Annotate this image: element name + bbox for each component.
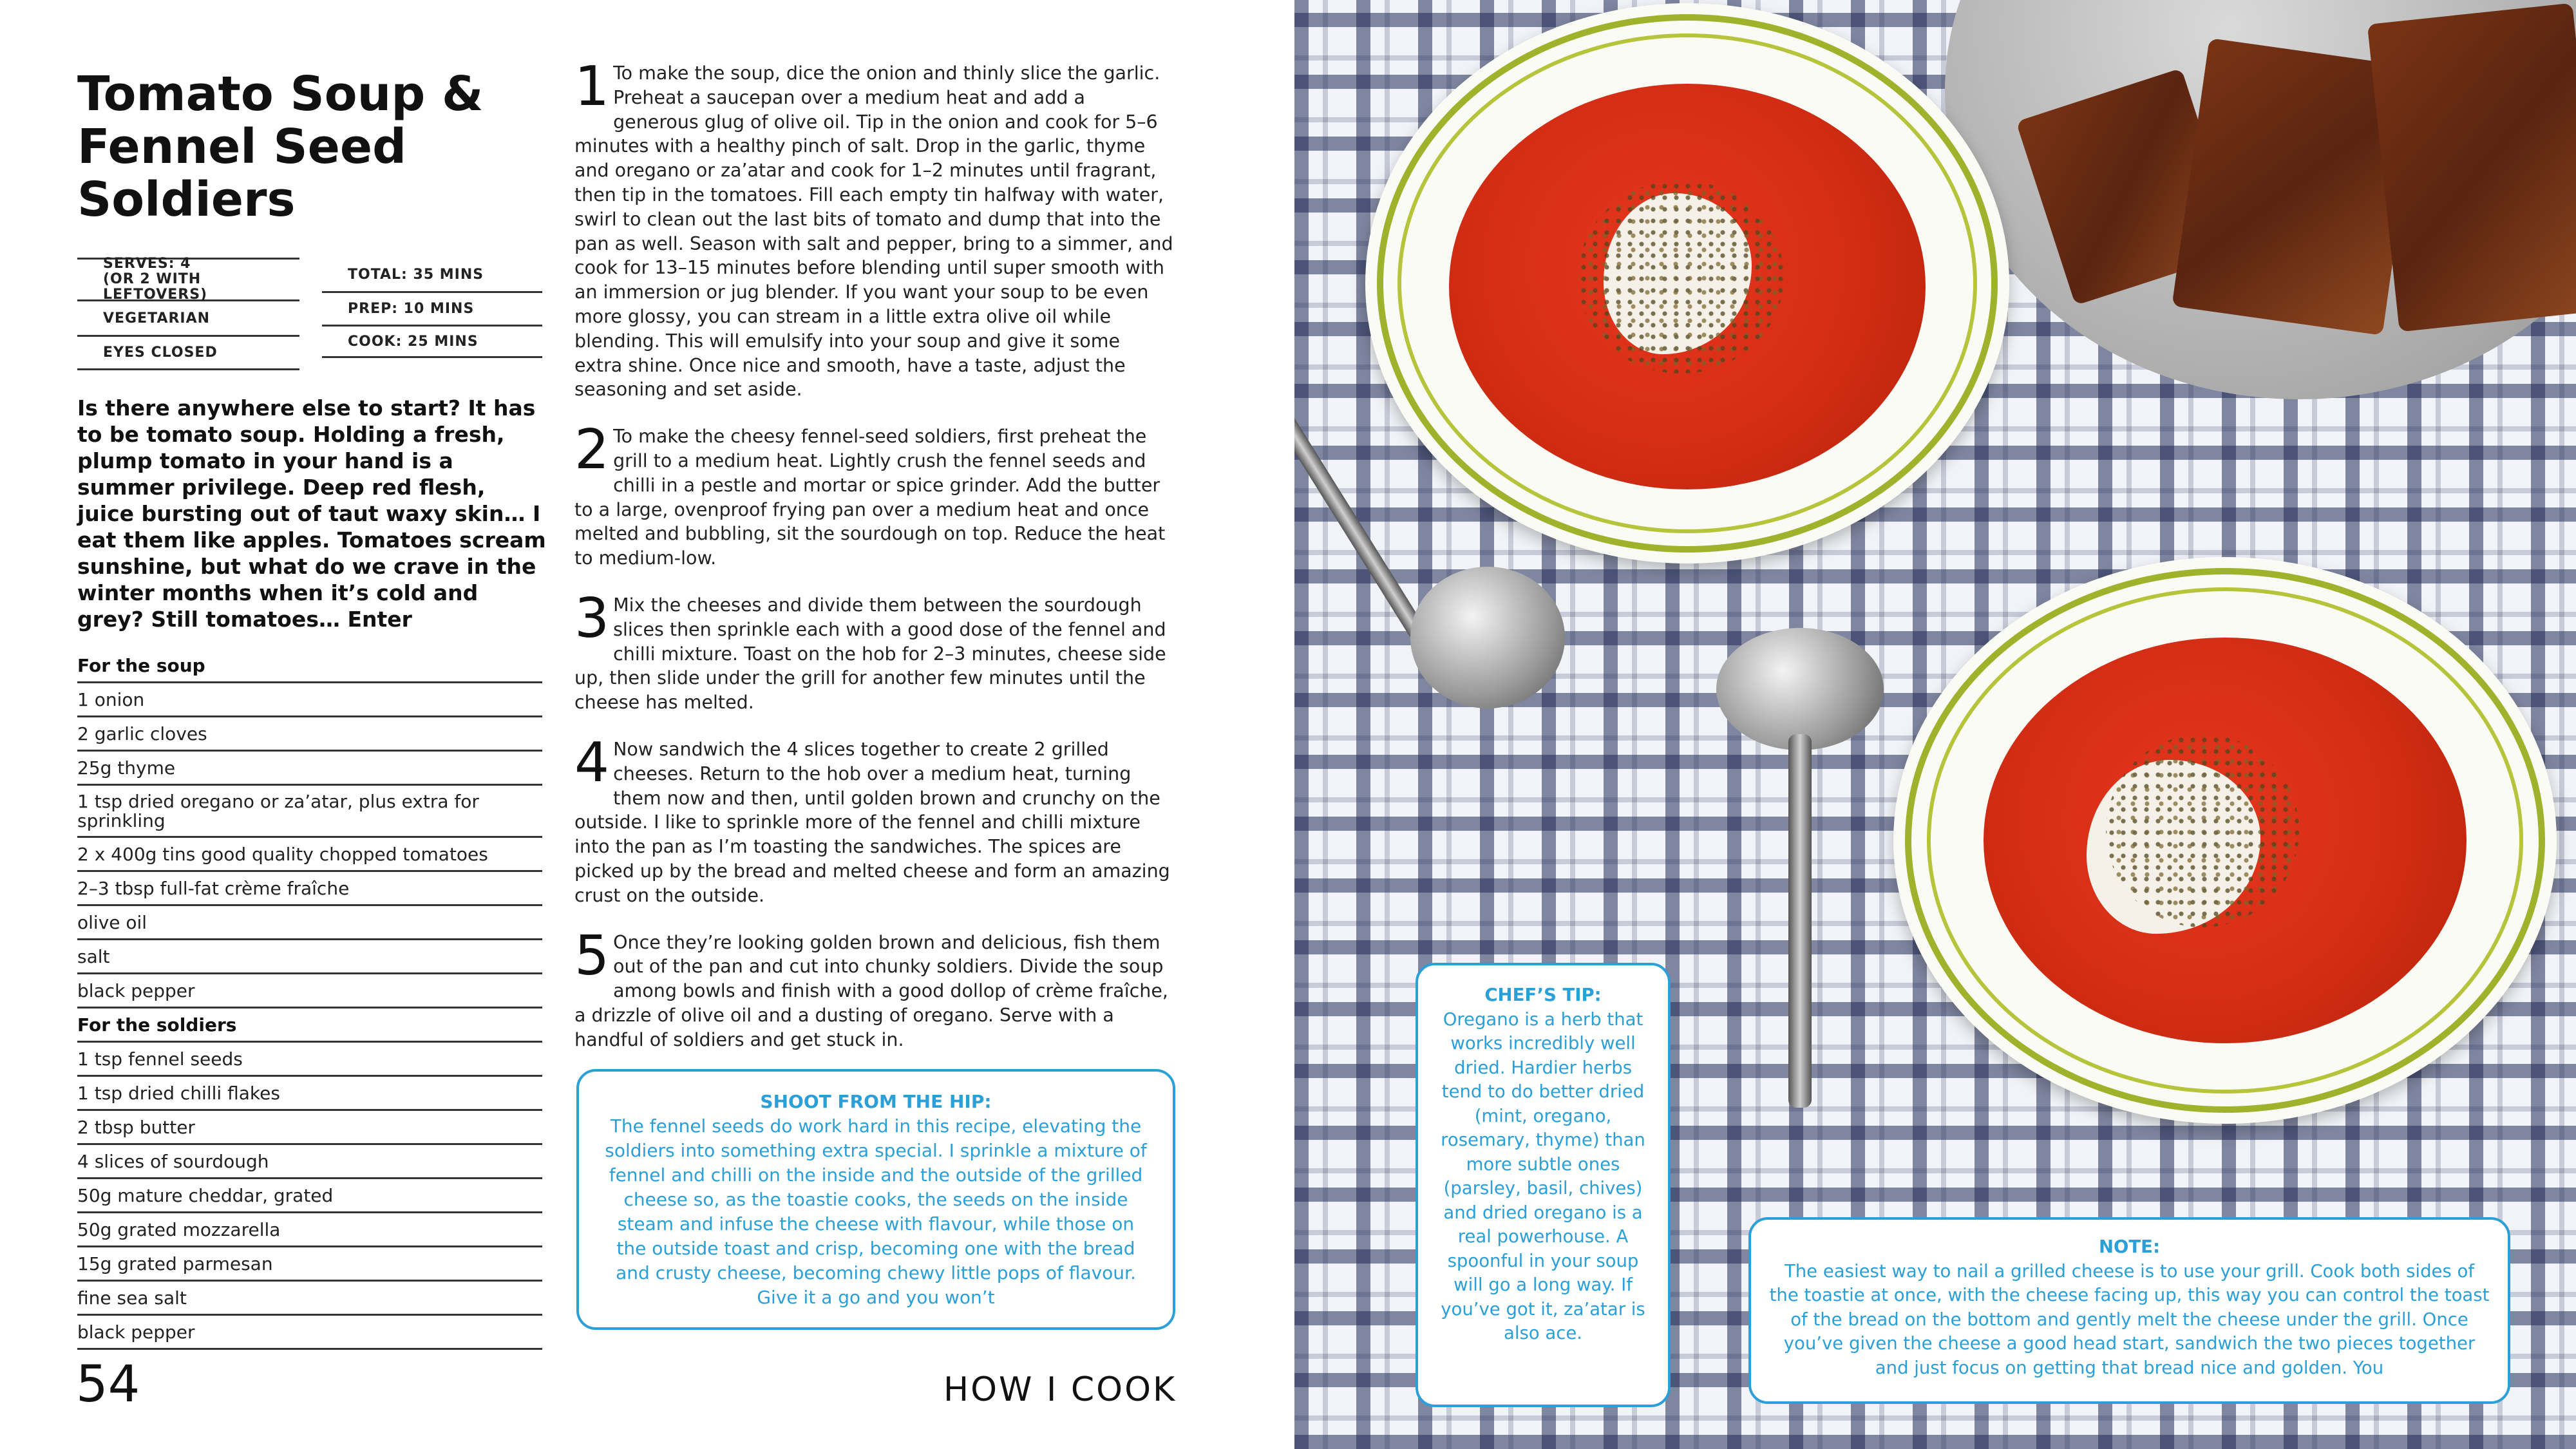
method-step bbox=[574, 730, 1173, 908]
serves-label: SERVES: 4 bbox=[103, 256, 191, 272]
shoot-from-the-hip-box bbox=[576, 1069, 1175, 1330]
serves-cell bbox=[77, 256, 299, 303]
spoon bbox=[1410, 567, 1565, 708]
total-time-cell: TOTAL: 35 MINS bbox=[348, 266, 484, 283]
ingredient-item: 1 tsp dried chilli flakes bbox=[77, 1077, 542, 1111]
tip-title: SHOOT FROM THE HIP: bbox=[760, 1091, 992, 1112]
cook-time-cell: COOK: 25 MINS bbox=[322, 325, 542, 358]
step-number: 5 bbox=[574, 923, 610, 988]
ingredient-item: 2–3 tbsp full-fat crème fraîche bbox=[77, 872, 542, 906]
step-number: 1 bbox=[574, 55, 610, 118]
oregano-sprinkle bbox=[2106, 734, 2299, 927]
spoon bbox=[1716, 628, 1884, 750]
step-text: To make the cheesy fennel-seed soldiers, first preheat the grill to a medium heat. Lightly crush the fennel seeds and chilli in a pestle and mortar or spice grinder. Add the butter to a large, ovenproof frying pan over a medium heat and once melted and bubbling, sit the sourdough on top. Reduce the heat to medium-low. bbox=[574, 426, 1166, 569]
ingredient-section-heading: For the soup bbox=[77, 649, 542, 683]
page-number: 54 bbox=[76, 1356, 140, 1414]
ingredient-section-heading: For the soldiers bbox=[77, 1009, 542, 1043]
step-text: Now sandwich the 4 slices together to create 2 grilled cheeses. Return to the hob over a medium heat, turning them now and then, until golden brown and crunchy on the outside. I like to sprinkle more of the fennel and chilli mixture into the pan as I’m toasting the sandwiches. The spices are picked up by the bread and melted cheese and form an amazing crust on the outside. bbox=[574, 738, 1170, 906]
step-number: 3 bbox=[574, 586, 610, 650]
tip-title: CHEF’S TIP: bbox=[1484, 985, 1602, 1005]
ingredient-item: 2 garlic cloves bbox=[77, 717, 542, 752]
serves-note: (OR 2 WITH LEFTOVERS) bbox=[103, 271, 208, 303]
recipe-title: Tomato Soup & Fennel Seed Soldiers bbox=[77, 66, 484, 227]
ingredient-item: olive oil bbox=[77, 906, 542, 940]
toastie-tray bbox=[1945, 0, 2576, 399]
ingredient-item: 4 slices of sourdough bbox=[77, 1145, 542, 1179]
ingredient-item: 15g grated parmesan bbox=[77, 1247, 542, 1282]
method-step bbox=[574, 923, 1173, 1052]
method-steps bbox=[574, 55, 1173, 1074]
step-number: 4 bbox=[574, 730, 610, 795]
tip-title: NOTE: bbox=[2099, 1236, 2160, 1257]
ingredient-item: 50g grated mozzarella bbox=[77, 1213, 542, 1247]
spoon-handle bbox=[1294, 402, 1428, 641]
ingredient-item: 25g thyme bbox=[77, 752, 542, 786]
step-number: 2 bbox=[574, 418, 610, 482]
prep-time-cell: PREP: 10 MINS bbox=[322, 291, 542, 325]
ingredient-item: black pepper bbox=[77, 974, 542, 1009]
toast-soldier bbox=[2367, 3, 2576, 332]
ingredient-item: 1 tsp fennel seeds bbox=[77, 1043, 542, 1077]
ingredient-item: 2 x 400g tins good quality chopped tomatoes bbox=[77, 838, 542, 872]
oregano-sprinkle bbox=[1578, 180, 1784, 374]
recipe-meta-left bbox=[77, 258, 299, 370]
recipe-intro: Is there anywhere else to start? It has to be tomato soup. Holding a fresh, plump tomato in your hand is a summer privilege. Deep red flesh, juice bursting out of taut waxy skin… I eat them like apples. Tomatoes scream sunshine, but what do we crave in the winter months when it’s cold and grey? Still tomatoes… Enter bbox=[77, 395, 546, 632]
chefs-tip-box bbox=[1416, 963, 1671, 1407]
method-step bbox=[574, 55, 1173, 402]
difficulty-cell: EYES CLOSED bbox=[77, 335, 299, 370]
method-step bbox=[574, 418, 1173, 571]
tip-body: The fennel seeds do work hard in this recipe, elevating the soldiers into something extra special. I sprinkle a mixture of fennel and chilli on the inside and the outside of the grilled cheese so, as the toastie cooks, the seeds on the inside steam and infuse the cheese with flavour, while those on the outside toast and crisp, becoming one with the bread and crusty cheese, becoming chewy little pops of flavour. Give it a go and you won’t bbox=[605, 1115, 1147, 1308]
note-box bbox=[1748, 1217, 2510, 1404]
tip-body: Oregano is a herb that works incredibly well dried. Hardier herbs tend to do better dried (mint, oregano, rosemary, thyme) than more subtle ones (parsley, basil, chives) and dried oregano is a real powerhouse. A spoonful in your soup will go a long way. If you’ve got it, za’atar is also ace. bbox=[1441, 1009, 1645, 1343]
ingredient-item: salt bbox=[77, 940, 542, 974]
ingredient-item: 2 tbsp butter bbox=[77, 1111, 542, 1145]
ingredient-item: 50g mature cheddar, grated bbox=[77, 1179, 542, 1213]
vegetarian-cell: VEGETARIAN bbox=[77, 299, 299, 335]
ingredient-item: 1 tsp dried oregano or za’atar, plus extra for sprinkling bbox=[77, 786, 542, 838]
tip-body: The easiest way to nail a grilled cheese is to use your grill. Cook both sides of the toastie at once, with the cheese facing up, this way you can control the toast of the bread on the bottom and gently melt the cheese under the grill. Once you’ve given the cheese a good head start, sandwich the two pieces together and just focus on getting that bread nice and golden. You bbox=[1769, 1260, 2490, 1378]
step-text: To make the soup, dice the onion and thinly slice the garlic. Preheat a saucepan over a medium heat and add a generous glug of olive oil. Tip in the onion and cook for 5–6 minutes with a healthy pinch of salt. Drop in the garlic, thyme and oregano or za’atar and cook for 1–2 minutes until fragrant, then tip in the tomatoes. Fill each empty tin halfway with water, swirl to clean out the last bits of tomato and dump that into the pan as well. Season with salt and pepper, bring to a simmer, and cook for 13–15 minutes before blending until super smooth with an immersion or jug blender. If you want your soup to be even more glossy, you can stream in a little extra olive oil while blending. This will emulsify into your soup and give it some extra shine. Once nice and smooth, have a taste, adjust the seasoning and set aside. bbox=[574, 62, 1173, 401]
ingredients-list bbox=[77, 649, 542, 1350]
ingredient-item: fine sea salt bbox=[77, 1282, 542, 1316]
spoon-handle bbox=[1788, 734, 1812, 1108]
ingredient-item: black pepper bbox=[77, 1316, 542, 1350]
step-text: Mix the cheeses and divide them between the sourdough slices then sprinkle each with a good dose of the fennel and chilli mixture. Toast on the hob for 2–3 minutes, cheese side up, then slide under the grill for another few minutes until the cheese has melted. bbox=[574, 594, 1166, 714]
recipe-meta-right bbox=[322, 258, 542, 358]
ingredient-item: 1 onion bbox=[77, 683, 542, 717]
method-step bbox=[574, 586, 1173, 715]
book-title: HOW I COOK bbox=[943, 1370, 1177, 1409]
step-text: Once they’re looking golden brown and delicious, fish them out of the pan and cut into chunky soldiers. Divide the soup among bowls and finish with a good dollop of crème fraîche, a drizzle of olive oil and a dusting of oregano. Serve with a handful of soldiers and get stuck in. bbox=[574, 931, 1168, 1050]
